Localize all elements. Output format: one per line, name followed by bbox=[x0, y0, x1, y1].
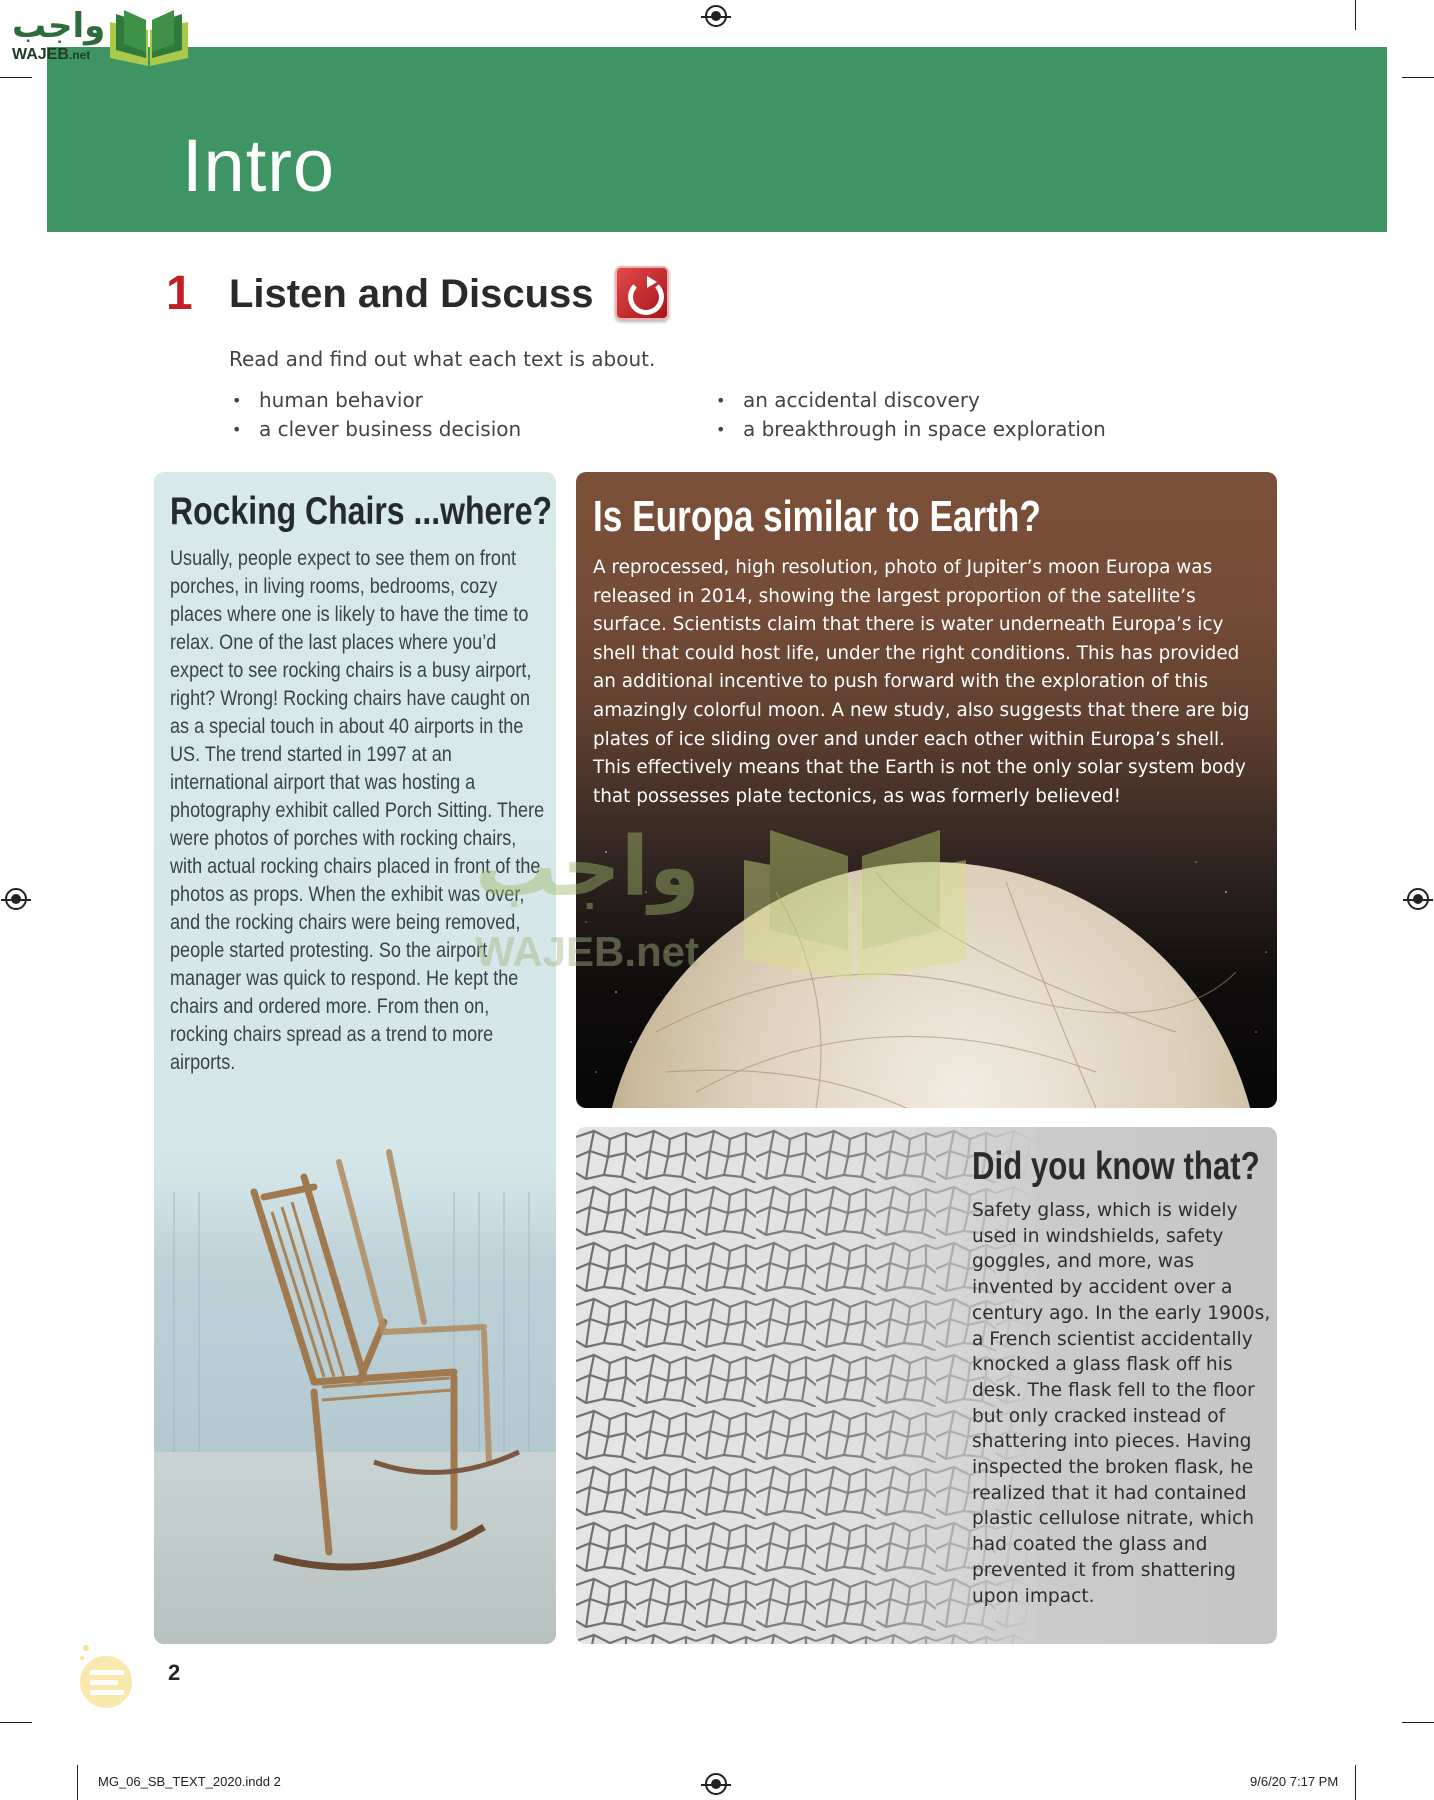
registration-mark-icon bbox=[705, 5, 727, 27]
list-item: • a clever business decision bbox=[229, 415, 521, 444]
crop-mark bbox=[77, 1765, 78, 1800]
rocking-body: Usually, people expect to see them on front porches, in living rooms, bedrooms, cozy places where one is likely to have the time to relax. One of the last places where you’d expect to see rocking chairs is a busy airport, right? Wrong! Rocking chairs have caught on as a special touch in about 40 airports in the US. The trend started in 1997 at an international airport that was hosting a photography exhibit called Porch Sitting. There were photos of porches with rocking chairs, with actual rocking chairs placed in front of the photos as props. When the exhibit was over, and the rocking chairs were being removed, people started protesting. So the airport manager was quick to respond. He kept the chairs and ordered more. From then on, rocking chairs spread as a trend to more airports. bbox=[170, 546, 545, 1074]
crop-mark bbox=[0, 77, 32, 78]
logo-arabic-text: واجب bbox=[12, 6, 106, 46]
instruction-text: Read and find out what each text is about. bbox=[229, 347, 656, 371]
logo-latin-text: WAJEB.net bbox=[12, 46, 91, 63]
page-title: Intro bbox=[182, 124, 336, 207]
wajeb-logo[interactable] bbox=[10, 6, 190, 66]
list-item: • human behavior bbox=[229, 386, 521, 415]
book-logo-icon bbox=[108, 8, 190, 68]
registration-mark-icon bbox=[5, 888, 27, 910]
cracked-glass-photo bbox=[576, 1127, 1036, 1644]
section-number: 1 bbox=[166, 267, 193, 320]
crop-mark bbox=[0, 1722, 32, 1723]
europa-title: Is Europa similar to Earth? bbox=[593, 492, 1041, 541]
file-slug: MG_06_SB_TEXT_2020.indd 2 bbox=[98, 1774, 281, 1789]
crop-mark bbox=[1355, 1765, 1356, 1800]
registration-mark-icon bbox=[705, 1773, 727, 1795]
crop-mark bbox=[1355, 0, 1356, 30]
glass-body: Safety glass, which is widely used in windshields, safety goggles, and more, was invented by accident over a century ago. In the early 1900s, a French scientist accidentally knocked a glass flask off his desk. The flask fell to the floor but only cracked instead of shattering into pieces. Having inspected the broken flask, he realized that it had contained plastic cellulose nitrate, which had coated the glass and prevented it from shattering upon impact. bbox=[972, 1200, 1271, 1607]
intro-banner bbox=[47, 47, 1387, 232]
watermark-latin: WAJEB.net bbox=[475, 928, 700, 975]
rocking-chairs-article bbox=[154, 472, 556, 1644]
list-item: • a breakthrough in space exploration bbox=[713, 415, 1106, 444]
watermark-book-icon bbox=[740, 820, 970, 980]
list-item: • an accidental discovery bbox=[713, 386, 1106, 415]
page-number: 2 bbox=[168, 1660, 181, 1685]
topic-list-left bbox=[229, 386, 521, 444]
rocking-chairs-photo bbox=[154, 1132, 556, 1644]
safety-glass-article bbox=[576, 1127, 1277, 1644]
audio-play-icon[interactable] bbox=[615, 266, 669, 320]
wajeb-watermark bbox=[475, 820, 975, 980]
crop-mark bbox=[1402, 1722, 1434, 1723]
registration-mark-icon bbox=[1407, 888, 1429, 910]
watermark-arabic: واجب bbox=[475, 820, 700, 915]
date-slug: 9/6/20 7:17 PM bbox=[1250, 1774, 1339, 1789]
corner-brand-icon bbox=[76, 1640, 136, 1710]
glass-title: Did you know that? bbox=[972, 1145, 1260, 1188]
rocking-title: Rocking Chairs ...where? bbox=[170, 490, 553, 533]
topic-list-right bbox=[713, 386, 1106, 444]
europa-article bbox=[576, 472, 1277, 1108]
crop-mark bbox=[1402, 77, 1434, 78]
section-title: Listen and Discuss bbox=[229, 272, 594, 316]
europa-body: A reprocessed, high resolution, photo of Jupiter’s moon Europa was released in 2014, showing the largest proportion of the satellite’s surface. Scientists claim that there is water underneath Europa’s icy shell that could host life, under the right conditions. This has provided an additional incentive to push forward with the exploration of this amazingly colorful moon. A new study, also suggests that there are big plates of ice sliding over and under each other within Europa’s shell. This effectively means that the Earth is not the only solar system body that possesses plate tectonics, as was formerly believed! bbox=[593, 557, 1250, 807]
